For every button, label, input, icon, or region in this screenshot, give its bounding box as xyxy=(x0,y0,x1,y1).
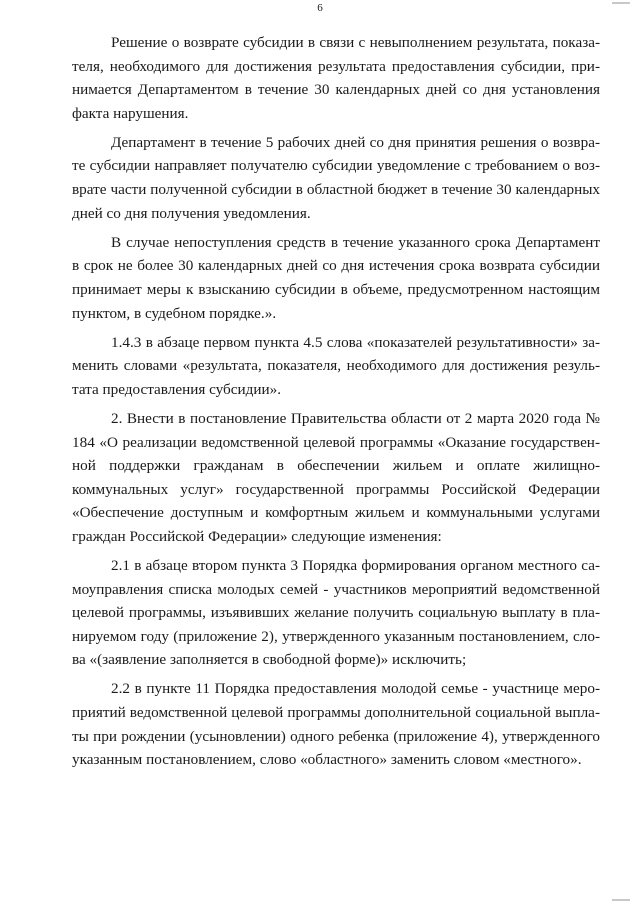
document-body xyxy=(72,31,600,772)
paragraph-department-notification: Департамент в течение 5 рабочих дней со дня принятия решения о возврате субсидии направляет получателю субсидии уведомление с требованием о возврате части полученной субсидии в областной бюджет в течение 30 календарных дней со дня получения уведомления. xyxy=(72,133,600,222)
page-number: 6 xyxy=(317,2,323,14)
paragraph-item-2-1: 2.1 в абзаце втором пункта 3 Порядка формирования органом местного самоуправления списка молодых семей - участников мероприятий ведомственной целевой программы, изъявивших желание получить социальную выплату в планируемом году (приложение 2), утвержденного указанным постановлением, слова «(заявление заполняется в свободной форме)» исключить; xyxy=(72,556,600,669)
paragraph-item-2: 2. Внести в постановление Правительства области от 2 марта 2020 года № 184 «О реализации ведомственной целевой программы «Оказание государственной поддержки гражданам в обеспечении жильем и оплате жилищно-коммунальных услуг» государственной программы Российской Федерации «Обеспечение доступным и комфортным жильем и коммунальными услугами граждан Российской Федерации» следующие изменения: xyxy=(72,409,600,545)
paragraph-subsidy-return-decision: Решение о возврате субсидии в связи с невыполнением результата, показателя, необходимого для достижения результата предоставления субсидии, принимается Департаментом в течение 30 календарных дней со дня установления факта нарушения. xyxy=(72,34,600,122)
paragraph-item-1-4-3: 1.4.3 в абзаце первом пункта 4.5 слова «показателей результативности» заменить словами «результата, показателя, необходимого для достижения результата предоставления субсидии». xyxy=(72,333,600,398)
paragraph-item-2-2: 2.2 в пункте 11 Порядка предоставления молодой семье - участнице мероприятий ведомственной целевой программы дополнительной социальной выплаты при рождении (усыновлении) одного ребенка (приложение 4), утвержденного указанным постановлением, слово «областного» заменить словом «местного». xyxy=(72,680,600,769)
scan-mark-bottom xyxy=(612,899,630,901)
paragraph-non-receipt-of-funds: В случае непоступления средств в течение указанного срока Департамент в срок не более 30 календарных дней со дня истечения срока возврата субсидии принимает меры к взысканию субсидии в объеме, предусмотренном настоящим пунктом, в судебном порядке.». xyxy=(72,233,600,322)
